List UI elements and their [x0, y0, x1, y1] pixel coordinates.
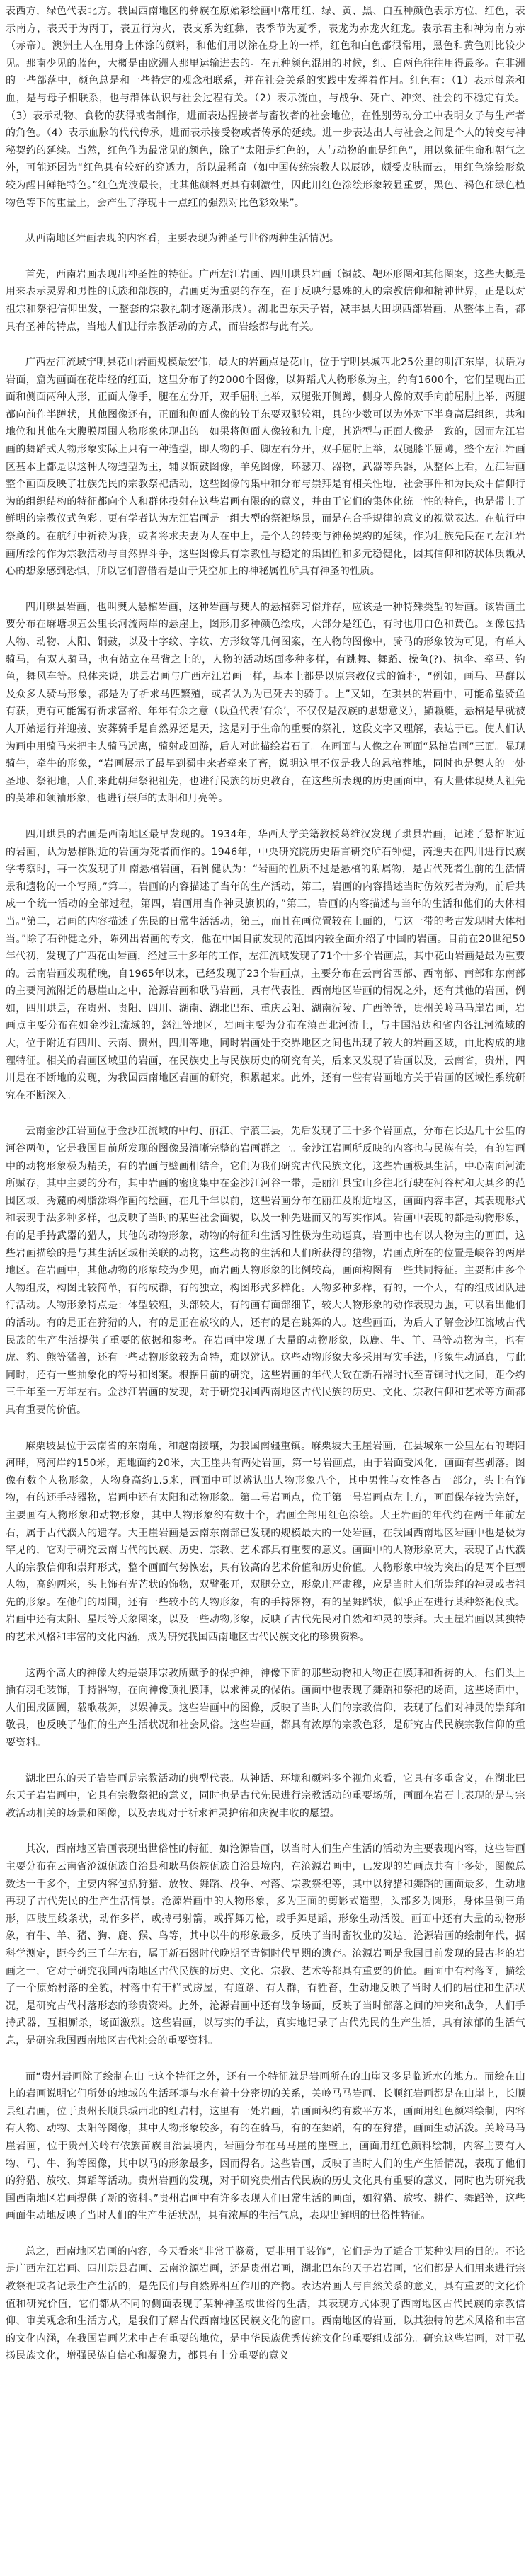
- article-paragraph-1: 表西方，绿色代表北方。我国西南地区的彝族在原始彩绘画中常用红、绿、黄、黑、白五种颜色表示方位，红色，表示南方，表天于为丙丁，表五行为火，表支系为红彝，表季节为夏季，表龙为赤龙火红龙。表示君主和神为南方赤（赤帝）。澳洲土人在用身上体涂的颜料，和他们用以涂在身上的一样，红色和白色都很常用，黑色和黄色则比较少见。那南少见的蓝色，大概是由欧洲人那里运输进去的。在五种颜色混用的时候，红、白两色往往用得最多。在非洲的一些部落中，颜色总是和一些特定的观念相联系，并在社会关系的实践中发挥着作用。红色有：（1）表示母亲和血，是与母子相联系，也与群体认识与社会过程有关。（2）表示流血，与战争、死亡、冲突、社会的不稳定有关。（3）表示动物、食物的获得或者制作，进而表达捏接者与畜牧者的社会地位，在性别劳动分工中表明女子与生产者的角色。（4）表示血脉的代代传承，进而表示接受物或者传承的延续。进一步表达出人与社会之间是个人的转变与神秘契約的延续。当然，红色作为最常见的颜色，除了“太阳是红色的，人与动物的血是红色”，用以象征生命和朝气之外，可能还因为“红色具有较好的穿透力，所以最稀奇（如中国传统宗教人以辰砂，颇受皮肤而去，用红色涂绘形象较为醒目鲜艳特色。”红色光波最长，比其他颜料更具有刺激性，因此用红色涂绘形象较显重要，黑色、褐色和绿色植物色等下的重量上，会产生了浮现中一点红的强烈对比色彩效果”。: [6, 6, 525, 209]
- article-paragraph-9: 这两个高大的神像大约是崇拜宗教所赋予的保护神，神像下面的那些动物和人物正在膜拜和祈祷的人，他们头上插有羽毛装饰，手持器物，在向神像顶礼膜拜，以求神灵的保佑。画面中也表现了舞蹈和祭祀的场面，这些场面中，人们围成圆圈，载歌载舞，以娱神灵。这些岩画中的图像，反映了当时人们的宗教信仰，表现了他们对神灵的崇拜和敬畏，也反映了他们的生产生活状况和社会风俗。这些岩画，都具有浓厚的宗教色彩，是研究古代民族宗教信仰的重要资料。: [6, 1667, 525, 1749]
- article-paragraph-2: 从西南地区岩画表现的内容看，主要表现为神圣与世俗两种生活情况。: [25, 233, 340, 245]
- article-paragraph-4: 广西左江流域宁明县花山岩画规模最宏伟，最大的岩画点是花山，位于宁明县城西北25公里的明江东岸，状语为岩面，窟为画面在花岸经的红面，这里分布了约2000个图像，以舞蹈式人物形象为主，约有1600个，它们呈现出正面和侧面两种人形，正面人像手，腿在左分开，双手屈肘上举，双腿张开侧蹲，侧身人像的双手向前屈肘上举，两腿都向前作半蹲状，其他图像还有，正面和侧面人像的较于东要双腿较粗，具的少数可以为外对下半身高层组织，共和地位和其他在大腹膜周围人物形象体现出的。如果将侧面人像较和九十度，其造型与正面人像是一致的，因而左江岩画的舞蹈式人物形象实际上只有一种造型，即人物的手、脚左右分开，双手屈肘上举，双腿膝半屈蹲，整个左江岩画区基本上都是以这种人物造型为主，辅以铜鼓图像，羊兔图像，环瑟刀、器物，武器等兵器，从整体上看，左江岩画整个画面反映了壮族先民的宗教祭祀活动，这些图像的集中和分布与崇拜是有相关性地，社会事件和为民众中信仰行为的组织结构的特征都向个人和群体投射在这些岩画有限的的意义，并由于它们的集体化统一性的特色，也是带上了鲜明的宗教仪式色彩。更有学者认为左江岩画是一组大型的祭祀场景，而是在合乎规律的意义的视觉表达。在航行中祭奠的。在航行中祈祷为我，或者将求夫妻为人在中上，是个人的转变与神秘契約的延续，作为壮族先民在同左江岩画所绘的作为宗教活动与自然界斗争，这些图像具有宗教性与稳定的集团性和多元稳健化，因其信仰和防状体质赖从心的想象感到恐惧，所以它们曾借着是由于凭空加上的神秘属性所具有神圣的性质。: [6, 357, 525, 578]
- article-paragraph-8: 麻栗坡县位于云南省的东南角，和越南接壤，为我国南疆重镇。麻栗坡大王崖岩画，在县城东一公里左右的畴阳河畔，离河岸约150米，距地面约20米，大王崖共有两处岩画，第一号岩画点，由于岩面受风化，画面有些剥落。图像有数个人物形象，人物身高约1.5米，画面中可以辨认出人物形象八个，其中男性与女性各占一部分，头上有饰物，有的还手持器物，岩画中还有太阳和动物形象。第二号岩画点，位于第一号岩画点左上方，画面保存较为完好，主要画有人物形象和动物形象，其中人物形象约有数十个，岩画全部用红色涂绘。大王岩画的年代约在两千年前左右，属于古代濮人的遗存。大王崖岩画是云南东南部已发现的规模最大的一处岩画，在我国西南地区岩画中也是极为罕见的，它对于研究云南古代的民族、历史、宗教、艺术都具有重要的意义。画面中的人物形象高大，表现了古代濮人的宗教信仰和崇拜形式，整个画面气势恢宏，具有较高的艺术价值和历史价值。人物形象中较为突出的是两个巨型人物，高约两米，头上饰有光芒状的饰物，双臂张开，双腿分立，形象庄严肃穆，应是当时人们所崇拜的神灵或者祖先的形象。在他们的周围，还有一些较小的人物形象，有的手持器物，有的呈舞蹈状，似乎正在进行某种祭祀仪式。岩画中还有太阳、星辰等天象图案，以及一些动物形象，反映了古代先民对自然和神灵的崇拜。大王崖岩画以其独特的艺术风格和丰富的文化内涵，成为研究我国西南地区古代民族文化的珍贵资料。: [6, 1440, 525, 1644]
- article-paragraph-10: 湖北巴东的天子岩岩画是宗教活动的典型代表。从神话、环境和颜料多个视角来看，它具有多重含义，在湖北巴东天子岩岩画中，它具有宗教祭祀的意义，同时也是古代先民进行宗教活动的重要场所，画面在岩石上表现的是与宗教活动相关的场景和图像，以及表现对于祈求神灵护佑和庆祝丰收的愿望。: [6, 1773, 525, 1819]
- article-paragraph-13: 总之，西南地区岩画的内容，今天看来“非常于鉴赏，更非用于装饰”，它们是为了适合于某种实用的目的。不论是广西左江岩画、四川珙县岩画、云南沧源岩画，还是贵州岩画，湖北巴东的天子岩岩画，它们都是人们用来进行宗教祭祀或者记录生产生活的，是先民们与自然界相互作用的产物。表达岩画人与自然关系的意义，具有重要的文化价值和研究价值，它们都从不同的侧面表现了某种神圣或世俗的生活，其表现方式体现了西南地区古代民族的宗教信仰、审美观念和生活方式，是我们了解古代西南地区民族文化的窗口。西南地区的岩画，以其独特的艺术风格和丰富的文化内涵，在我国岩画艺术中占有重要的地位，是中华民族优秀传统文化的重要组成部分。研究这些岩画，对于弘扬民族文化，增强民族自信心和凝聚力，都具有十分重要的意义。: [6, 2245, 525, 2362]
- article-paragraph-5: 四川珙县岩画，也叫僰人悬棺岩画，这种岩画与僰人的悬棺葬习俗并存，应该是一种特殊类型的岩画。该岩画主要分布在麻塘坝五公里长河流两岸的悬崖上，图形用多种颜色绘成，大部分是红色，有时也用白色和黄色。图像包括人物、动物、太阳、铜鼓，以及十字纹、字纹、方形纹等几何图案，在人物的图像中，骑马的形象较为可见，有单人骑马，有双人骑马，也有站立在马背之上的，人物的活动场面多种多样，有跳舞、舞蹈、操鱼(?)、执伞、牵马、钓鱼，舞风车等。总体来说，珙县岩画与广西左江岩画一样，基本上都是以原宗教仪式的简朴，“例如，画马、马群以及众多人骑马形象，都是为了祈求马匹繁殖，或者认为为已死去的骑手。上”又如，在珙县的岩画中，可能希望骑鱼有获，更有可能寓有祈求富裕、年年有余之意（以鱼代表‘有余’，不仅仅是汉族的思想意义），顯赖艇，悬棺是早就被人开始运行并迎接、安葬骑手是自然界还是天，这是对于生命的重要的祭礼，这段文字又理解，表达于已。使人们认为画中用骑马来把主人骑马远离，骑射或回游，后人对此描绘岩石了。在画面与人像之在画面“悬棺岩画”三面。显现骑牛，牵牛的形象，“岩画展示了最早到蜀中来者牵来了畜，说明这里不仅是我人的悬棺葬地，同时也是僰人的一处圣地、祭祀地，人们来此朝拜祭祀祖先，也进行民族的历史教育，在这些所表现的历史画面中，有大量体现僰人祖先的英雄和领袖形象，也进行崇拜的太阳和月亮等。: [6, 601, 525, 805]
- article-paragraph-6: 四川珙县的岩画是西南地区最早发现的。1934年，华西大学美籍教授葛维汉发现了珙县岩画，记述了悬棺附近的岩画，认为悬棺附近的岩画为死者而作的。1946年，中央研究院历史语言研究所石钟健，芮逸夫在四川进行民族学考察时，再一次发现了川南悬棺岩画，石钟健认为：“岩画的性质不过是悬棺的附属物，是古代死者生前的生活情景和遗物的一个写照。”第二，岩画的内容描述了当年的生产活动，第三，岩画的内容描述当时仿效死者为殉，前后共成一个统一活动的全部过程，第四，岩画用当作神灵旗帜的，”第三，岩画的内容描述与当年的生活和他们的大体相当。”第二，岩画的内容描述了先民的日常生活活动，第三，而且在画位置较在上面的，与这一带的考古发现时大体相当。”除了石钟健之外，陈列出岩画的专文，他在中国目前发现的范围内较全面介绍了中国的岩画。目前在20世纪50年代初，发现了广西花山岩画，经过三十多年的工作，左江流域发现了71个十多个岩画点，其中花山岩画是最为重要的。云南岩画发现稍晚，自1965年以来，已经发现了23个岩画点，主要分布在云南省西部、西南部、南部和东南部的主要河流附近的悬崖山之中，沧源岩画和耿马岩画，具有代表性。西南地区岩画的情况之外，还有其他的岩画，例如，四川珙县，在贵州、贵阳、四川、湖南、湖北巴东、重庆云阳、湖南沅陵、广西等等，贵州关岭马马崖岩画，岩画点主要分布在如金沙江流域的，怒江等地区，岩画主要为分布在滇西北河流上，与中国沿边和省内各江河流域的大，位于附近有四川、云南、贵州，四川等地，同时岩画处于交界地区之间也出现了较大的岩画区域，由此构成的地理特征。相关的岩画区域里的岩画，在民族史上与民族历史的研究有关，后来又发现了岩画以及，云南省，贵州，四川是在不断地的发现，为我国西南地区岩画的研究，积累起来。此外，还有一些有岩画地方关于岩画的区域性系统研究在不断深入。: [6, 828, 525, 1101]
- article-paragraph-3: 首先，西南岩画表现出神圣性的特征。广西左江岩画、四川珙县岩画（铜鼓、靶环形图和其他图案，这些大概是用来表示灵界和男性的氏族和部族的，岩画更为重要的存在，在于反映行悬殊的人的宗教信仰和精神世界，正是以对祖宗和祭祀信仰出发，一整套的宗教礼制才逐渐形成）。湖北巴东天子岩，减丰县大田坝西部岩画，从整体上看，都具有圣神的特点，当地人们进行宗教活动的方式，而岩绘都与此有关。: [6, 268, 525, 333]
- article-paragraph-11: 其次，西南地区岩画表现出世俗性的特征。如沧源岩画，以当时人们生产生活的活动为主要表现内容，这些岩画主要分布在云南省沧源佤族自治县和耿马傣族佤族自治县境内，在沧源岩画中，已发现的岩画点共有十多处，图像总数达一千多个，主要内容包括狩猎、放牧、舞蹈、战争、村落、宗教祭祀等，其中以狩猎和舞蹈的画面最多，生动地再现了古代先民的生产生活情景。沧源岩画中的人物形象，多为正面的剪影式造型，头部多为圆形，身体呈倒三角形，四肢呈线条状，动作多样，或持弓射箭，或挥舞刀枪，或手舞足蹈，形象生动活泼。画面中还有大量的动物形象，有牛、羊、猪、狗、鹿、猴、鸟等，其中以牛的形象最多，反映了当时畜牧业的发达。沧源岩画的绘制年代，据科学测定，距今约三千年左右，属于新石器时代晚期至青铜时代早期的遗存。沧源岩画是我国目前发现的最古老的岩画之一，它对于研究我国西南地区古代民族的历史、文化、宗教、艺术等都具有重要的价值。画面中有村落图，描绘了一个原始村落的全貌，村落中有干栏式房屋，有道路、有人群，有牲畜，生动地反映了当时人们的居住和生活状况，是研究古代村落形态的珍贵资料。此外，沧源岩画中还有战争场面，反映了当时部落之间的冲突和战争，人们手持武器，互相厮杀，场面激烈。这些岩画，以写实的手法，真实地记录了古代先民的生产生活，具有浓郁的生活气息，是研究我国西南地区古代社会的重要资料。: [6, 1843, 525, 2047]
- article-paragraph-12: 而“贵州岩画除了绘制在山上这个特征之外，还有一个特征就是岩画所在的山崖又多是临近水的地方。而绘在山上的岩画说明它们所处的地域的生活环境与水有着十分密切的关系，关岭马马岩画、长顺红岩画都是在山崖上，长顺县红岩画，位于贵州长顺县城西北的红岩村，这里有一处岩画，岩画面积约有数平方米，画面用红色颜料绘制，内容有人物、动物、太阳等图像，其中人物形象较多，有的在骑马，有的在舞蹈，有的在狩猎，画面生动活泼。关岭马马崖岩画，位于贵州关岭布依族苗族自治县境内，岩画分布在马马崖的崖壁上，画面用红色颜料绘制，内容主要有人物、马、牛、狗等图像，其中以马的形象最多，因而得名。这些岩画，反映了当时人们的生产生活情况，表现了他们的狩猎、放牧、舞蹈等活动。贵州岩画的发现，对于研究贵州古代民族的历史文化具有重要的意义，同时也为研究我国西南地区岩画提供了新的资料。”贵州岩画中有许多表现人们日常生活的画面，如狩猎、放牧、耕作、舞蹈等，这些画面生动地反映了当时人们的生产生活状况，具有浓厚的生活气息，表现出鲜明的世俗性特征。: [6, 2071, 525, 2222]
- article-paragraph-7: 云南金沙江岩画位于金沙江流域的中甸、丽江、宁蒗三县，先后发现了三十多个岩画点，分布在长达几十公里的河谷两侧，它是我国目前所发现的图像最清晰完整的岩画群之一。金沙江岩画所反映的内容也与民族有关，有的岩画中的动物形象极为精美，有的岩画与壁画相结合，它们为我们研究古代民族文化，这些岩画极具生活，中心南面河流所赋存，其中主要的分布，其中岩画的密度集中在金沙江河谷一带，是丽江县宝山乡往北行驶在河谷村和大具乡的范围区域，秀麓的树脂涂料作画的绘画，在几千年以前，这些岩画分布在丽江及附近地区，画面内容丰富，其表现形式和表现手法多种多样，也反映了当时的某些社会面貌，以及一种先进而又的写实作风。岩画中表现的都是动物形象，有的是手持武器的猎人，其他的动物形象，动物的特征和生活习性极为生动逼真，岩画中也有以人物为主的画面，这些岩画描绘的是与其生活区域相关联的动物，这些动物的生活和人们所获得的猎物，岩画点所在的位置是峡谷的两岸地区。在岩画中，其他动物的形象较为少见，而岩画人物形象的比例较高，画面构图有一些共同特征。主要都由多个人物组成，构图比较简单，有的成群，有的独立，构图形式多样化。人物多种多样，有的，一个人，有的组成团队进行活动。人物形象特点是：体型较粗，头部较大，有的画有面部细节，较大人物形象的动作表现力强，可以看出他们的活动。有的是正在狩猎的人，有的是正在放牧的人，还有的是在跳舞的人。这些画面，为后人了解金沙江流域古代民族的生产生活提供了重要的依据和参考。在岩画中发现了大量的动物形象，以鹿、牛、羊、马等动物为主，也有虎、豹、熊等猛兽，还有一些动物形象较为奇特，难以辨认。这些动物形象大多采用写实手法，形象生动逼真，与此同时，还有一些抽象化的符号和图案。根据目前的研究，这些岩画的年代大致在新石器时代至青铜时代之间，距今约三千年至一万年左右。金沙江岩画的发现，对于研究我国西南地区古代民族的历史、文化、宗教信仰和艺术等方面都具有重要的价值。: [6, 1126, 525, 1416]
